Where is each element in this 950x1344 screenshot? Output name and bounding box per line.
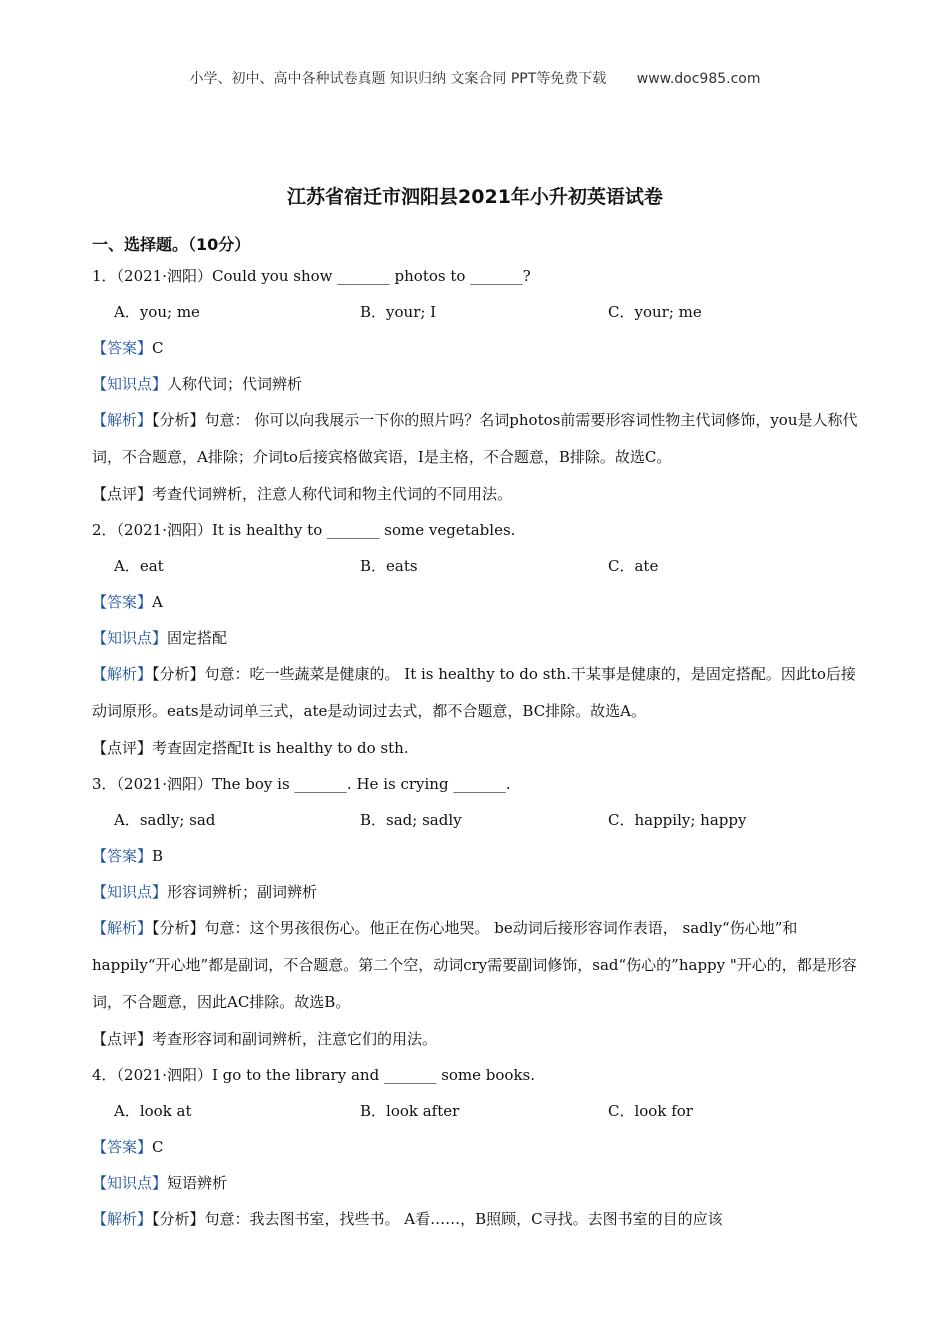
answer-value: A xyxy=(152,593,163,611)
analysis-paragraph xyxy=(92,910,862,1021)
option-a: A．look at xyxy=(114,1102,192,1120)
option-c: C．ate xyxy=(608,557,659,575)
option-b: B．look after xyxy=(360,1102,460,1120)
question-stem: 1．（2021·泗阳）Could you show _______ photos to _______? xyxy=(92,267,531,285)
answer-value: C xyxy=(152,339,164,357)
knowledge-label: 【知识点】 xyxy=(92,375,168,393)
answer-value: B xyxy=(152,847,164,865)
answer-value: C xyxy=(152,1138,164,1156)
header-url[interactable]: www.doc985.com xyxy=(636,71,761,87)
analysis-label: 【解析】 xyxy=(92,919,153,937)
answer-label: 【答案】 xyxy=(92,847,153,865)
question-stem: 3．（2021·泗阳）The boy is _______. He is crying _______. xyxy=(92,775,511,793)
analysis-label: 【解析】 xyxy=(92,1210,153,1228)
option-row xyxy=(92,802,862,838)
knowledge-value: 固定搭配 xyxy=(167,629,228,647)
comment-line xyxy=(92,1021,862,1057)
comment-label: 【点评】 xyxy=(92,1030,153,1048)
analysis-label: 【解析】 xyxy=(92,665,153,683)
option-a: A．you; me xyxy=(114,303,200,321)
analysis-paragraph xyxy=(92,656,862,730)
analysis-label: 【解析】 xyxy=(92,411,153,429)
section-heading: 一、选择题。（10分） xyxy=(92,235,251,254)
option-b: B．eats xyxy=(360,557,418,575)
question-list xyxy=(92,258,862,1238)
question-3 xyxy=(92,766,862,1057)
comment-line xyxy=(92,730,862,766)
answer-line xyxy=(92,584,862,620)
page-title: 江苏省宿迁市泗阳县2021年小升初英语试卷 xyxy=(287,186,663,208)
comment-text: 考查代词辨析，注意人称代词和物主代词的不同用法。 xyxy=(152,485,513,503)
option-c: C．look for xyxy=(608,1102,693,1120)
knowledge-label: 【知识点】 xyxy=(92,629,168,647)
comment-label: 【点评】 xyxy=(92,485,153,503)
option-b: B．your; I xyxy=(360,303,437,321)
knowledge-line xyxy=(92,1165,862,1201)
knowledge-value: 短语辨析 xyxy=(167,1174,228,1192)
header-text: 小学、初中、高中各种试卷真题 知识归纳 文案合同 PPT等免费下载 xyxy=(189,71,607,87)
knowledge-line xyxy=(92,620,862,656)
knowledge-value: 人称代词；代词辨析 xyxy=(167,375,303,393)
comment-text: 考查固定搭配It is healthy to do sth. xyxy=(152,739,409,757)
option-a: A．sadly; sad xyxy=(114,811,216,829)
answer-line xyxy=(92,1129,862,1165)
analysis-text: 【分析】句意：我去图书室，找些书。 A看……，B照顾，C寻找。去图书室的目的应该 xyxy=(152,1210,723,1228)
question-1 xyxy=(92,258,862,512)
analysis-text: 【分析】句意： 你可以向我展示一下你的照片吗？名词photos前需要形容词性物主代词修饰，you是人称代词，不合题意，A排除；介词to后接宾格做宾语，I是主格，不合题意，B排除。故选C。 xyxy=(92,411,858,466)
option-c: C．your; me xyxy=(608,303,702,321)
option-c: C．happily; happy xyxy=(608,811,747,829)
knowledge-value: 形容词辨析；副词辨析 xyxy=(167,883,318,901)
analysis-paragraph xyxy=(92,1201,862,1238)
knowledge-label: 【知识点】 xyxy=(92,883,168,901)
answer-label: 【答案】 xyxy=(92,593,153,611)
option-row xyxy=(92,294,862,330)
analysis-text: 【分析】句意：吃一些蔬菜是健康的。 It is healthy to do sth.干某事是健康的，是固定搭配。因此to后接动词原形。eats是动词单三式，ate是动词过去式，都不合题意，BC排除。故选A。 xyxy=(92,665,856,720)
analysis-paragraph xyxy=(92,402,862,476)
question-stem: 2．（2021·泗阳）It is healthy to _______ some vegetables. xyxy=(92,521,516,539)
answer-label: 【答案】 xyxy=(92,1138,153,1156)
option-b: B．sad; sadly xyxy=(360,811,462,829)
comment-line xyxy=(92,476,862,512)
option-a: A．eat xyxy=(114,557,164,575)
comment-text: 考查形容词和副词辨析，注意它们的用法。 xyxy=(152,1030,438,1048)
knowledge-line xyxy=(92,874,862,910)
question-stem: 4．（2021·泗阳）I go to the library and _______ some books. xyxy=(92,1066,536,1084)
page-header xyxy=(0,68,950,88)
knowledge-line xyxy=(92,366,862,402)
knowledge-label: 【知识点】 xyxy=(92,1174,168,1192)
analysis-text: 【分析】句意：这个男孩很伤心。他正在伤心地哭。 be动词后接形容词作表语， sadly“伤心地”和happily“开心地”都是副词，不合题意。第二个空，动词cry需要副词修饰，sad“伤心的”happy "开心的，都是形容词，不合题意，因此AC排除。故选B。 xyxy=(92,919,857,1011)
question-2 xyxy=(92,512,862,766)
option-row xyxy=(92,1093,862,1129)
answer-line xyxy=(92,838,862,874)
option-row xyxy=(92,548,862,584)
comment-label: 【点评】 xyxy=(92,739,153,757)
question-4 xyxy=(92,1057,862,1238)
answer-label: 【答案】 xyxy=(92,339,153,357)
answer-line xyxy=(92,330,862,366)
